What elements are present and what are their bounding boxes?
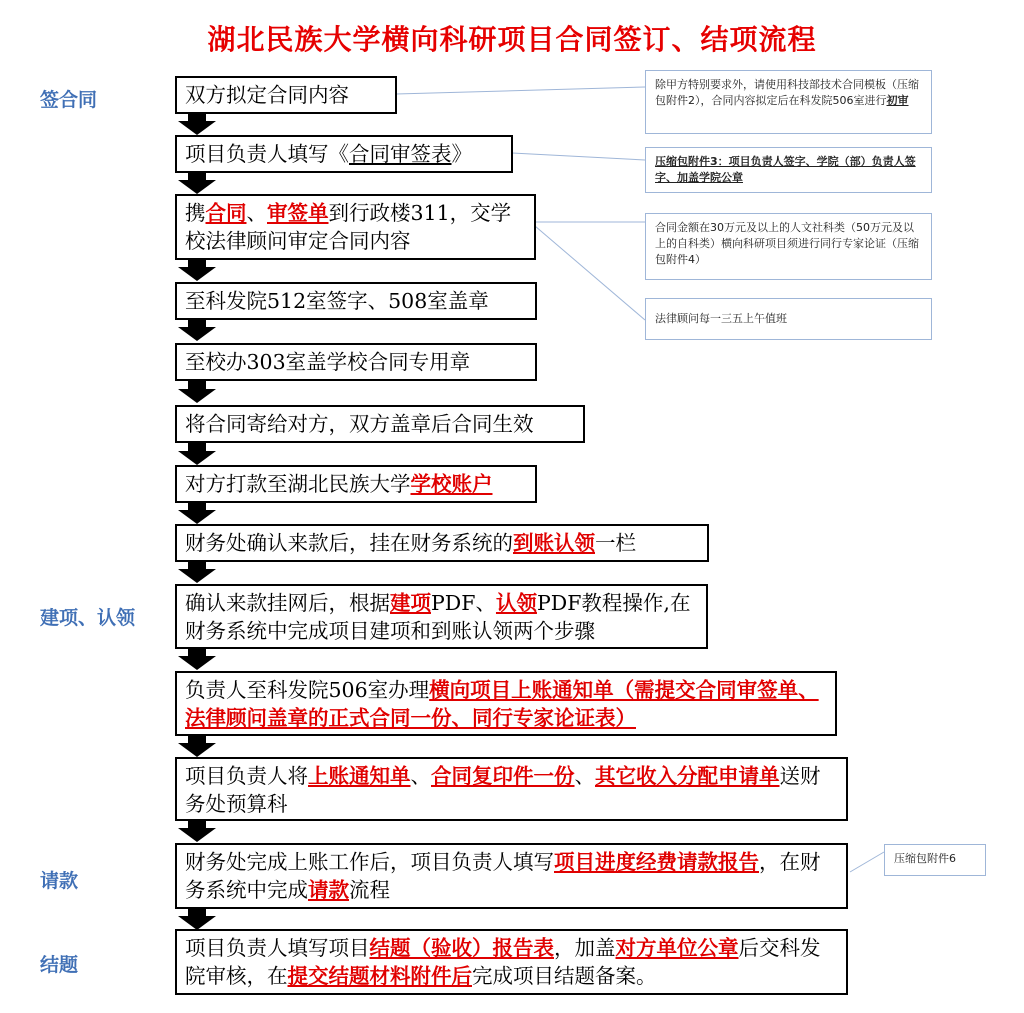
down-arrow-icon bbox=[178, 259, 216, 281]
down-arrow-icon bbox=[178, 561, 216, 583]
down-arrow-icon bbox=[178, 381, 216, 403]
step-text: 财务处确认来款后，挂在财务系统的 bbox=[185, 531, 513, 555]
step-text: 、 bbox=[246, 201, 267, 225]
step-text: ，加盖 bbox=[554, 936, 616, 960]
step-text: 、 bbox=[574, 764, 595, 788]
contract-link[interactable]: 合同 bbox=[205, 201, 247, 225]
step-text: 双方拟定合同内容 bbox=[185, 83, 349, 107]
down-arrow-icon bbox=[178, 820, 216, 842]
step-text: 》 bbox=[451, 142, 472, 166]
down-arrow-icon bbox=[178, 319, 216, 341]
note-text: 合同金额在30万元及以上的人文社科类（50万元及以上的自科类）横向科研项目须进行同行专家论证（压缩包附件4） bbox=[655, 221, 919, 266]
note-legal-hours bbox=[645, 298, 932, 340]
step-text: 确认来款挂网后，根据 bbox=[185, 591, 390, 615]
page-title: 湖北民族大学横向科研项目合同签订、结项流程 bbox=[207, 23, 817, 56]
note-text: 压缩包附件3：项目负责人签字、学院（部）负责人签字、加盖学院公章 bbox=[655, 155, 916, 184]
note-text: 除甲方特别要求外，请使用科技部技术合同模板（压缩包附件2），合同内容拟定后在科发院506室进行 bbox=[655, 78, 919, 107]
step-text: 对方打款至湖北民族大学 bbox=[185, 472, 411, 496]
step-1-draft-contract bbox=[175, 76, 397, 114]
partner-seal-link[interactable]: 对方单位公章 bbox=[615, 936, 739, 960]
step-text: 将合同寄给对方，双方盖章后合同生效 bbox=[185, 412, 534, 436]
review-sheet-link[interactable]: 审签单 bbox=[267, 201, 329, 225]
school-account-link[interactable]: 学校账户 bbox=[410, 472, 493, 496]
down-arrow-icon bbox=[178, 908, 216, 930]
step-12-payment-request bbox=[175, 843, 848, 909]
step-text: 项目负责人填写《 bbox=[185, 142, 349, 166]
note-contract-template bbox=[645, 70, 932, 134]
step-13-project-closure bbox=[175, 929, 848, 995]
step-text: PDF教程操作,在财务系统中完成项目建项和到账认领两个步骤 bbox=[185, 591, 691, 643]
contract-copy-link[interactable]: 合同复印件一份 bbox=[431, 764, 575, 788]
step-text: 到行政楼311，交学校法律顾问审定合同内容 bbox=[185, 201, 512, 253]
down-arrow-icon bbox=[178, 443, 216, 465]
note-attachment-6 bbox=[884, 844, 986, 876]
step-4-sign-and-stamp bbox=[175, 282, 537, 320]
stage-label-setup: 建项、认领 bbox=[40, 607, 136, 629]
income-allocation-link[interactable]: 其它收入分配申请单 bbox=[595, 764, 780, 788]
review-form-link[interactable]: 合同审签表 bbox=[349, 142, 452, 166]
step-9-create-project bbox=[175, 584, 708, 649]
step-8-finance-confirm bbox=[175, 524, 709, 562]
down-arrow-icon bbox=[178, 735, 216, 757]
stage-label-close: 结题 bbox=[40, 954, 79, 976]
step-text: 项目负责人填写项目 bbox=[185, 936, 370, 960]
account-notice-form-link[interactable]: 上账通知单 bbox=[308, 764, 411, 788]
step-2-fill-review-form bbox=[175, 135, 513, 173]
step-text: 至科发院512室签字、508室盖章 bbox=[185, 289, 489, 313]
progress-report-link[interactable]: 项目进度经费请款报告 bbox=[554, 850, 759, 874]
submit-attachments-link[interactable]: 提交结题材料附件后 bbox=[287, 964, 472, 988]
step-text: 流程 bbox=[349, 878, 390, 902]
claim-link[interactable]: 到账认领 bbox=[513, 531, 595, 555]
create-project-link[interactable]: 建项 bbox=[390, 591, 431, 615]
step-5-school-seal bbox=[175, 343, 537, 381]
note-emphasis: 初审 bbox=[886, 94, 909, 107]
step-text: ，在财务系统中完成 bbox=[185, 850, 821, 902]
down-arrow-icon bbox=[178, 648, 216, 670]
note-peer-review bbox=[645, 213, 932, 280]
step-text: 后交科发院审核，在 bbox=[185, 936, 821, 988]
step-7-payment bbox=[175, 465, 537, 503]
step-text: 项目负责人将 bbox=[185, 764, 308, 788]
claim-pdf-link[interactable]: 认领 bbox=[495, 591, 537, 615]
note-text: 压缩包附件6 bbox=[894, 852, 956, 865]
down-arrow-icon bbox=[178, 172, 216, 194]
step-text: 负责人至科发院506室办理 bbox=[185, 678, 430, 702]
step-text: 完成项目结题备案。 bbox=[472, 964, 657, 988]
down-arrow-icon bbox=[178, 502, 216, 524]
step-text: 财务处完成上账工作后，项目负责人填写 bbox=[185, 850, 554, 874]
note-attachment-3 bbox=[645, 147, 932, 193]
step-text: 送财务处预算科 bbox=[185, 764, 821, 816]
down-arrow-icon bbox=[178, 113, 216, 135]
note-text: 法律顾问每一三五上午值班 bbox=[655, 312, 787, 325]
step-11-submit-to-budget bbox=[175, 757, 848, 821]
step-6-send-contract bbox=[175, 405, 585, 443]
request-funds-link[interactable]: 请款 bbox=[308, 878, 349, 902]
stage-label-payment: 请款 bbox=[40, 870, 79, 892]
step-text: 至校办303室盖学校合同专用章 bbox=[185, 350, 471, 374]
step-text: 一栏 bbox=[595, 531, 636, 555]
step-text: PDF、 bbox=[431, 591, 496, 615]
step-text: 、 bbox=[410, 764, 431, 788]
step-text: 携 bbox=[185, 201, 206, 225]
step-10-account-notice bbox=[175, 671, 837, 736]
step-3-legal-review bbox=[175, 194, 536, 260]
account-notice-link[interactable]: 横向项目上账通知单（需提交合同审签单、法律顾问盖章的正式合同一份、同行专家论证表） bbox=[185, 678, 819, 730]
stage-label-sign: 签合同 bbox=[40, 89, 98, 111]
closure-report-link[interactable]: 结题（验收）报告表 bbox=[369, 936, 554, 960]
